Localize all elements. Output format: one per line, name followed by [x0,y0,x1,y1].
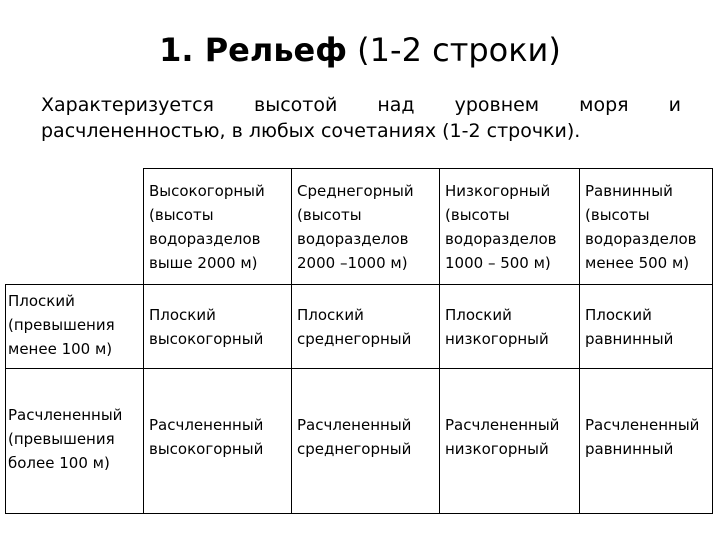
column-header-line: Равнинный [585,182,673,200]
column-header-line: Среднегорный [297,182,414,200]
column-header-mid-mountain [292,169,440,285]
cell-line: высокогорный [149,330,264,348]
table-cell [580,285,713,369]
slide-title [0,30,720,70]
table-cell [440,285,580,369]
cell-line: Расчлененный [297,416,412,434]
relief-classification-table [5,168,713,514]
column-header-line: (высоты [585,206,650,224]
cell-line: Расчлененный [445,416,560,434]
cell-line: Плоский [585,306,652,324]
column-header-line: (высоты [149,206,214,224]
column-header-line: водоразделов [149,230,261,248]
cell-line: Расчлененный [149,416,264,434]
cell-line: Плоский [149,306,216,324]
table-cell [292,285,440,369]
column-header-high-mountain [144,169,292,285]
column-header-line: Высокогорный [149,182,265,200]
table-cell [144,285,292,369]
table-row-flat [6,285,713,369]
column-header-low-mountain [440,169,580,285]
table-cell [292,369,440,514]
row-header-line: более 100 м) [8,454,110,472]
row-header-dissected [6,369,144,514]
row-header-flat [6,285,144,369]
row-header-line: Плоский [8,292,75,310]
cell-line: Плоский [297,306,364,324]
cell-line: Расчлененный [585,416,700,434]
row-header-line: (превышения [8,430,115,448]
column-header-line: (высоты [445,206,510,224]
slide-title-note: (1-2 строки) [347,31,561,69]
table-row-dissected [6,369,713,514]
table-cell [144,369,292,514]
row-header-line: менее 100 м) [8,340,113,358]
column-header-line: водоразделов [585,230,697,248]
description-line-2: расчлененностью, в любых сочетаниях (1-2 строчки). [41,120,581,142]
table-cell [580,369,713,514]
description-line-1: Характеризуется высотой над уровнем моря и [41,94,681,116]
row-header-line: (превышения [8,316,115,334]
column-header-line: (высоты [297,206,362,224]
column-header-line: 1000 – 500 м) [445,254,551,272]
cell-line: равнинный [585,330,674,348]
column-header-line: Низкогорный [445,182,551,200]
column-header-line: водоразделов [297,230,409,248]
slide-title-main: 1. Рельеф [159,31,347,69]
column-header-line: выше 2000 м) [149,254,258,272]
cell-line: среднегорный [297,330,412,348]
cell-line: высокогорный [149,440,264,458]
column-header-line: 2000 –1000 м) [297,254,408,272]
cell-line: Плоский [445,306,512,324]
column-header-plain [580,169,713,285]
column-header-line: водоразделов [445,230,557,248]
cell-line: среднегорный [297,440,412,458]
cell-line: низкогорный [445,440,549,458]
cell-line: низкогорный [445,330,549,348]
cell-line: равнинный [585,440,674,458]
table-cell [440,369,580,514]
row-header-line: Расчлененный [8,406,123,424]
table-corner-cell [6,169,144,285]
column-header-line: менее 500 м) [585,254,690,272]
slide-description [41,92,681,144]
table-header-row [6,169,713,285]
